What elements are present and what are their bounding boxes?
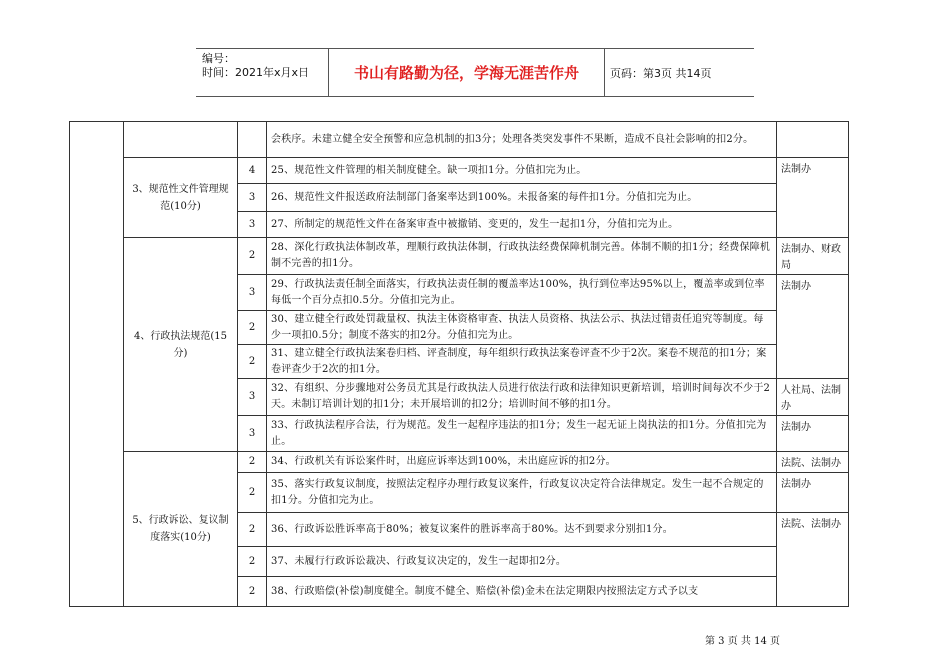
criteria-text: 会秩序。未建立健全安全预警和应急机制的扣3分；处理各类突发事件不果断，造成不良社会影响的扣2分。 — [267, 122, 777, 158]
score-cell: 2 — [238, 577, 267, 607]
table-row — [70, 238, 849, 275]
score-cell: 3 — [238, 379, 267, 416]
item-cell — [124, 122, 238, 158]
page-header — [196, 48, 754, 97]
table-row — [70, 158, 849, 184]
criteria-text: 38、行政赔偿(补偿)制度健全。制度不健全、赔偿(补偿)金未在法定期限内按照法定方式予以支 — [267, 577, 777, 607]
criteria-text: 35、落实行政复议制度，按照法定程序办理行政复议案件，行政复议决定符合法律规定。发生一起不合规定的扣1分。分值扣完为止。 — [267, 473, 777, 513]
page-footer: 第 3 页 共 14 页 — [705, 636, 780, 647]
dept-cell: 法院、法制办 — [777, 513, 849, 607]
dept-cell: 法制办、财政局 — [777, 238, 849, 275]
dept-cell: 法制办 — [777, 158, 849, 238]
criteria-text: 27、所制定的规范性文件在备案审查中被撤销、变更的，发生一起扣1分，分值扣完为止。 — [267, 212, 777, 238]
header-meta — [196, 49, 329, 96]
dept-cell: 人社局、法制办 — [777, 379, 849, 416]
assessment-table — [69, 121, 849, 607]
criteria-text: 28、深化行政执法体制改革，理顺行政执法体制，行政执法经费保障机制完善。体制不顺的扣1分；经费保障机制不完善的扣1分。 — [267, 238, 777, 275]
criteria-text: 33、行政执法程序合法，行为规范。发生一起程序违法的扣1分；发生一起无证上岗执法的扣1分。分值扣完为止。 — [267, 416, 777, 452]
criteria-text: 29、行政执法责任制全面落实，行政执法责任制的覆盖率达100%，执行到位率达95%以上，覆盖率或到位率每低一个百分点扣0.5分。分值扣完为止。 — [267, 275, 777, 311]
table-row — [70, 452, 849, 473]
score-cell: 2 — [238, 547, 267, 577]
dept-cell: 法制办 — [777, 473, 849, 513]
item-group-5: 5、行政诉讼、复议制度落实(10分) — [124, 452, 238, 607]
score-cell: 3 — [238, 184, 267, 212]
criteria-text: 26、规范性文件报送政府法制部门备案率达到100%。未报备案的每件扣1分。分值扣完为止。 — [267, 184, 777, 212]
score-cell: 2 — [238, 311, 267, 345]
criteria-text: 25、规范性文件管理的相关制度健全。缺一项扣1分。分值扣完为止。 — [267, 158, 777, 184]
criteria-text: 37、未履行行政诉讼裁决、行政复议决定的，发生一起即扣2分。 — [267, 547, 777, 577]
header-page-code: 页码：第3页 共14页 — [610, 66, 712, 80]
category-cell — [70, 122, 124, 607]
time-label: 时间：2021年x月x日 — [202, 66, 310, 79]
criteria-text: 30、建立健全行政处罚裁量权、执法主体资格审查、执法人员资格、执法公示、执法过错责任追究等制度。每少一项扣0.5分；制度不落实的扣2分。分值扣完为止。 — [267, 311, 777, 345]
score-cell — [238, 122, 267, 158]
header-motto: 书山有路勤为径，学海无涯苦作舟 — [329, 49, 605, 96]
score-cell: 2 — [238, 238, 267, 275]
score-cell: 2 — [238, 345, 267, 379]
item-group-4: 4、行政执法规范(15分) — [124, 238, 238, 452]
criteria-text: 36、行政诉讼胜诉率高于80%；被复议案件的胜诉率高于80%。达不到要求分别扣1分。 — [267, 513, 777, 547]
criteria-text: 31、建立健全行政执法案卷归档、评查制度，每年组织行政执法案卷评查不少于2次。案卷不规范的扣1分；案卷评查少于2次的扣1分。 — [267, 345, 777, 379]
score-cell: 3 — [238, 212, 267, 238]
dept-cell: 法制办 — [777, 275, 849, 379]
score-cell: 2 — [238, 513, 267, 547]
score-cell: 2 — [238, 452, 267, 473]
dept-cell: 法制办 — [777, 416, 849, 452]
criteria-text: 34、行政机关有诉讼案件时，出庭应诉率达到100%，未出庭应诉的扣2分。 — [267, 452, 777, 473]
criteria-text: 32、有组织、分步骤地对公务员尤其是行政执法人员进行依法行政和法律知识更新培训，培训时间每次不少于2天。未制订培训计划的扣1分；未开展培训的扣2分；培训时间不够的扣1分。 — [267, 379, 777, 416]
score-cell: 3 — [238, 275, 267, 311]
item-group-3: 3、规范性文件管理规范(10分) — [124, 158, 238, 238]
score-cell: 3 — [238, 416, 267, 452]
dept-cell — [777, 122, 849, 158]
score-cell: 4 — [238, 158, 267, 184]
dept-cell: 法院、法制办 — [777, 452, 849, 473]
score-cell: 2 — [238, 473, 267, 513]
table-row — [70, 122, 849, 158]
number-label: 编号： — [202, 52, 235, 65]
